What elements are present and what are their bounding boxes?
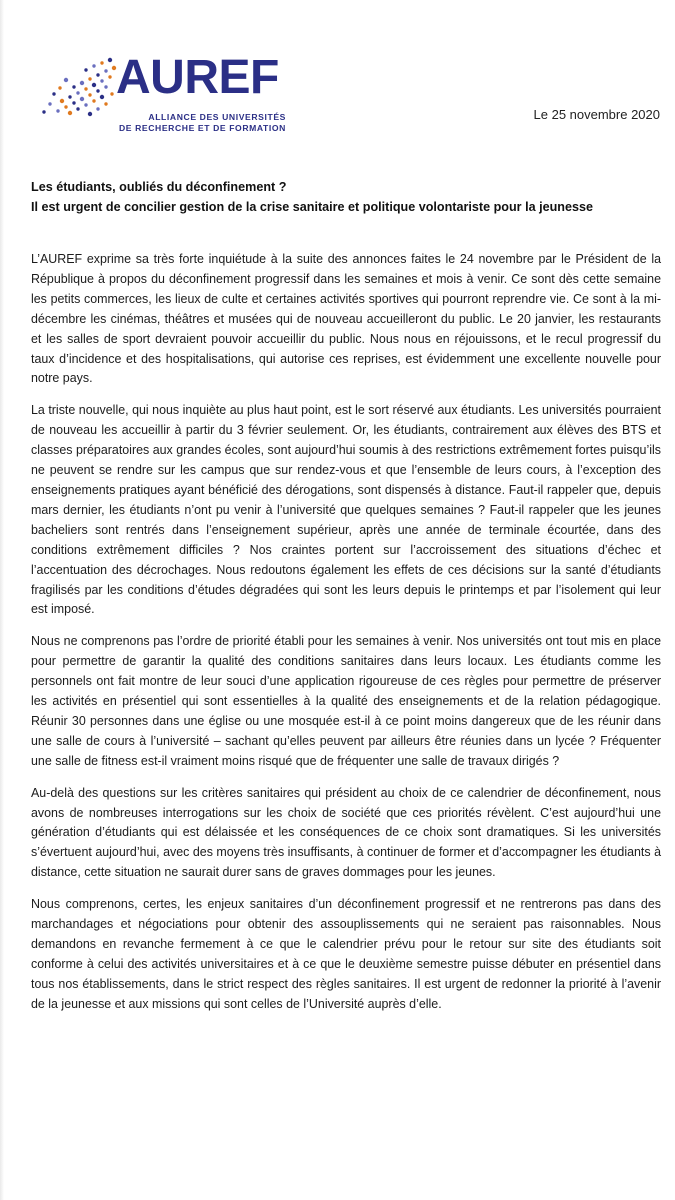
letter-body (31, 250, 661, 1027)
logo-dot (92, 83, 96, 87)
logo-dot (108, 58, 112, 62)
letter-subtitle: Il est urgent de concilier gestion de la crise sanitaire et politique volontariste pour la jeunesse (31, 200, 593, 214)
logo-wordmark: AUREF (116, 51, 279, 104)
logo-dot (64, 105, 67, 108)
logo-dot (68, 95, 71, 98)
logo-dot (92, 64, 95, 67)
logo-dot (100, 95, 104, 99)
letter-date: Le 25 novembre 2020 (533, 107, 660, 122)
logo-dot (104, 69, 107, 72)
logo-subtitle-line-2: DE RECHERCHE ET DE FORMATION (118, 123, 286, 133)
logo-dot (92, 99, 95, 102)
logo-dot (96, 107, 99, 110)
logo-dot (88, 93, 91, 96)
paragraph-1: L’AUREF exprime sa très forte inquiétude à la suite des annonces faites le 24 novembre par le Président de la République à propos du déconfinement progressif dans les semaines et mois à venir. Ce sont dès cette semaine les petits commerces, les lieux de culte et certaines activités sportives qui pourront reprendre vie. Ce sont à la mi-décembre les cinémas, théâtres et musées qui de nouveau accueilleront du public. Le 20 janvier, les restaurants et les salles de sport devraient pouvoir accueillir du public. Nous nous en réjouissons, et le recul progressif du taux d’incidence et des hospitalisations, qui autorise ces reprises, est évidemment une excellente nouvelle pour notre pays. (31, 252, 661, 386)
paragraph-4: Au-delà des questions sur les critères sanitaires qui président au choix de ce calendrier de déconfinement, nous avons de nombreuses interrogations sur les choix de société que ces priorités révèlent. C’est aujourd’hui une génération d’étudiants qui est délaissée et les conséquences de ce choix sont dramatiques. Si les universités s’évertuent aujourd’hui, avec des moyens très insuffisants, à continuer de former et d’accompagner les étudiants à distance, cette situation ne saurait durer sans de graves dommages pour les jeunes. (31, 785, 661, 880)
paragraph-5: Nous comprenons, certes, les enjeux sanitaires d’un déconfinement progressif et ne rentrerons pas dans des marchandages et négociations pour obtenir des assouplissements qui ne seraient pas raisonnables. Nous demandons en revanche fermement à ce que le calendrier prévu pour le retour sur site des étudiants soit conforme à celui des activités universitaires et à ce que le deuxième semestre puisse débuter en présentiel dans tous nos établissements, dans le strict respect des règles sanitaires. Il est urgent de redonner la priorité à l’avenir de la jeunesse et aux missions qui sont celles de l’Université auprès d’elle. (31, 897, 661, 1011)
logo-dot (60, 99, 64, 103)
logo-dot (64, 78, 68, 82)
auref-logo (40, 50, 286, 140)
paragraph-2: La triste nouvelle, qui nous inquiète au plus haut point, est le sort réservé aux étudiants. Les universités pourraient de nouveau les accueillir à partir du 3 février seulement. Or, les étudiants, contrairement aux élèves des BTS et classes préparatoires aux grandes écoles, sont aujourd’hui soumis à des restrictions extrêmement fortes puisqu’ils ne peuvent se rendre sur les campus que sur rendez-vous et que l’ensemble de leurs cours, à l’exception des enseignements pratiques ayant bénéficié des dérogations, sont dispensés à distance. Faut-il rappeler que, depuis mars dernier, les étudiants n’ont pu venir à l’université que quelques semaines ? Faut-il rappeler que les jeunes bacheliers sont rentrés dans l’enseignement supérieur, après une année de terminale écourtée, dans des conditions extrêmement difficiles ? Nos craintes portent sur l’accroissement des situations d’échec et l’accentuation des décrochages. Nous redoutons également les effets de ces décisions sur la santé d’étudiants fragilisés par les conditions d’études dégradées qui sont les leurs depuis le printemps et par l’isolement qui leur est imposé. (31, 403, 661, 617)
logo-dot (48, 102, 51, 105)
logo-dot (42, 110, 45, 113)
page-edge-shadow (0, 0, 4, 1200)
logo-dot (88, 77, 91, 80)
logo-dot (88, 112, 92, 116)
logo-dot (84, 103, 87, 106)
logo-dot (52, 92, 55, 95)
logo-dot (72, 85, 75, 88)
logo-dot (104, 102, 107, 105)
logo-dot (84, 68, 87, 71)
logo-dot (108, 75, 111, 78)
logo-subtitle-line-1: ALLIANCE DES UNIVERSITÉS (148, 112, 286, 122)
logo-dot (80, 97, 84, 101)
letter-headline (31, 177, 646, 217)
logo-dot (68, 111, 72, 115)
logo-dot (100, 61, 103, 64)
logo-dot-pattern-icon (40, 54, 118, 120)
logo-dot (56, 109, 59, 112)
logo-dot (80, 81, 84, 85)
logo-dot (104, 85, 107, 88)
logo-dot (58, 86, 61, 89)
logo-dot (76, 91, 79, 94)
logo-dot (76, 107, 79, 110)
paragraph-3: Nous ne comprenons pas l’ordre de priorité établi pour les semaines à venir. Nos universités ont tout mis en place pour permettre de garantir la qualité des conditions sanitaires dans leurs locaux. Les étudiants comme les personnels ont fait montre de leur souci d’une application rigoureuse de ces règles pour permettre de préserver les activités en présentiel qui sont essentielles à la qualité des enseignements et de la relation pédagogique. Réunir 30 personnes dans une église ou une mosquée est-il à ce point moins dangereux que de les réunir dans une salle de cours à l’université – sachant qu’elles peuvent par ailleurs être réunies dans un lycée ? Fréquenter une salle de fitness est-il vraiment moins risqué que de fréquenter une salle de travaux dirigés ? (31, 634, 661, 768)
logo-dot (96, 89, 99, 92)
letter-title: Les étudiants, oubliés du déconfinement ? (31, 180, 287, 194)
logo-dot (72, 101, 75, 104)
logo-dot (100, 79, 103, 82)
logo-dot (110, 92, 113, 95)
logo-dot (84, 87, 87, 90)
logo-subtitle (100, 112, 286, 134)
logo-dot (96, 73, 99, 76)
